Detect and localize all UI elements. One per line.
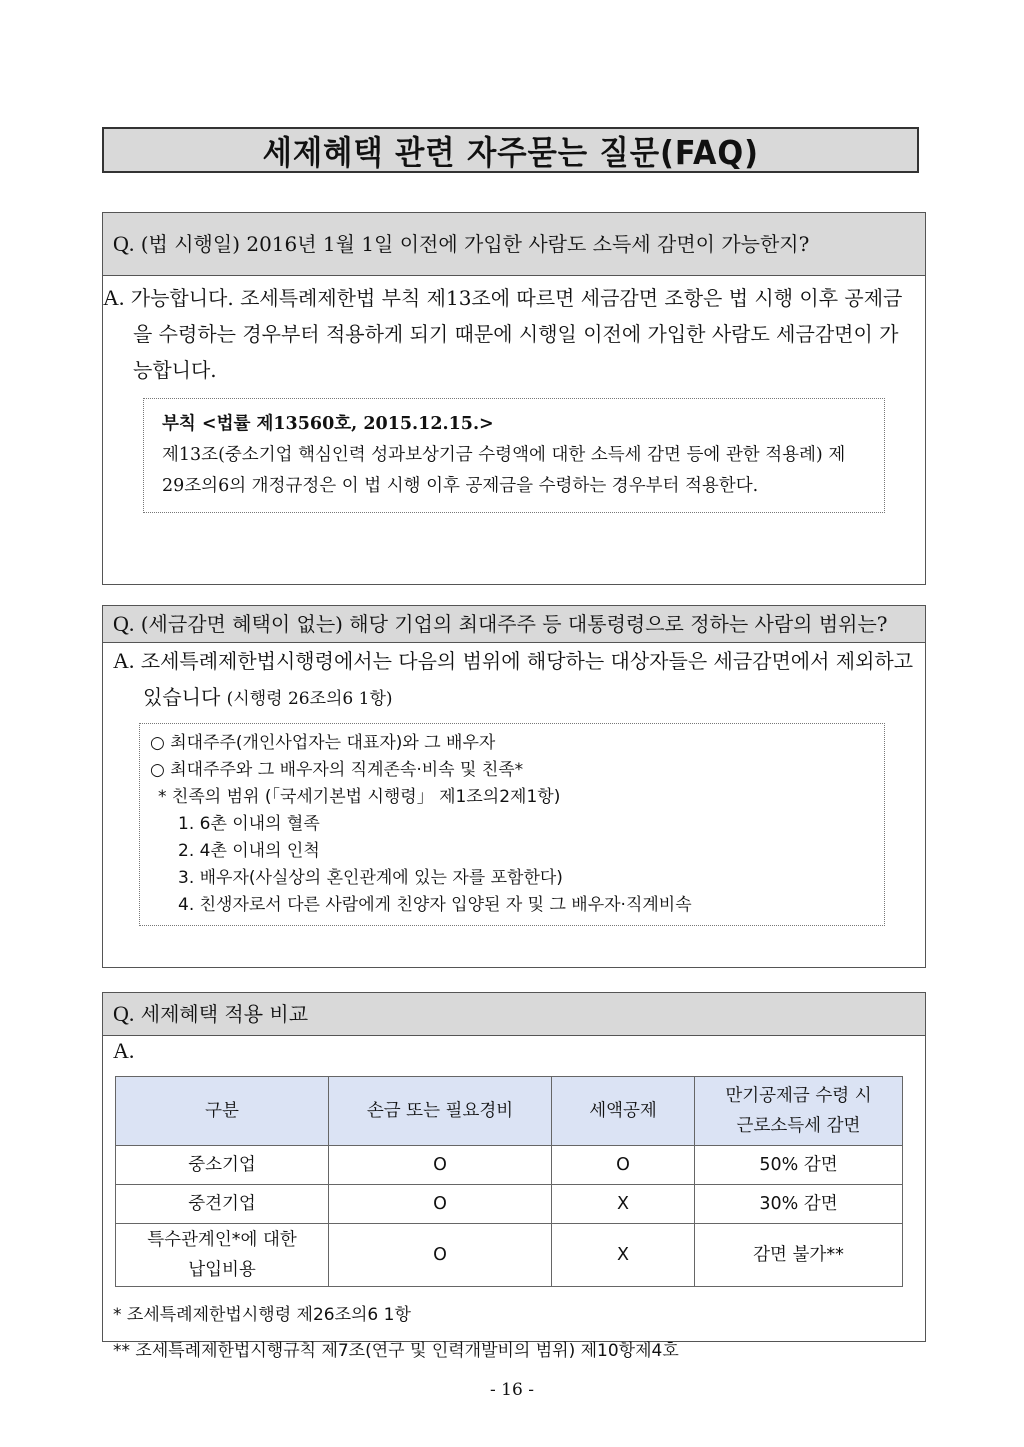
header-cell: 만기공제금 수령 시 근로소득세 감면 xyxy=(695,1077,903,1146)
faq-2-question: Q. (세금감면 혜택이 없는) 해당 기업의 최대주주 등 대통령령으로 정하는 사람의 범위는? xyxy=(103,606,925,643)
page-title: 세제혜택 관련 자주묻는 질문(FAQ) xyxy=(262,132,759,172)
list-item: ○ 최대주주와 그 배우자의 직계존속·비속 및 친족* xyxy=(150,760,524,780)
faq-1-reference-box xyxy=(143,398,885,513)
table-cell: O xyxy=(329,1146,552,1185)
faq-1 xyxy=(102,212,926,585)
faq-2 xyxy=(102,605,926,968)
table-row xyxy=(116,1185,903,1224)
table-header-row xyxy=(116,1077,903,1146)
faq-2-list-box xyxy=(139,723,885,926)
table-row xyxy=(116,1224,903,1287)
reference-body: 제13조(중소기업 핵심인력 성과보상기금 수령액에 대한 소득세 감면 등에 관한 적용례) 제29조의6의 개정규정은 이 법 시행 이후 공제금을 수령하는 경우부터 적용한다. xyxy=(162,445,846,496)
table-cell: 감면 불가** xyxy=(695,1224,903,1287)
table-cell: X xyxy=(552,1185,695,1224)
faq-1-question: Q. (법 시행일) 2016년 1월 1일 이전에 가입한 사람도 소득세 감면이 가능한지? xyxy=(103,213,925,276)
table-row xyxy=(116,1146,903,1185)
table-cell: 50% 감면 xyxy=(695,1146,903,1185)
comparison-table xyxy=(115,1076,903,1287)
footnote: ** 조세특례제한법시행규칙 제7조(연구 및 인력개발비의 범위) 제10항제4호 xyxy=(113,1341,679,1361)
list-item: 2. 4촌 이내의 인척 xyxy=(178,841,320,861)
list-item: 4. 친생자로서 다른 사람에게 친양자 입양된 자 및 그 배우자·직계비속 xyxy=(178,895,692,915)
table-cell: O xyxy=(329,1224,552,1287)
header-cell: 손금 또는 필요경비 xyxy=(329,1077,552,1146)
list-item: * 친족의 범위 (「국세기본법 시행령」 제1조의2제1항) xyxy=(158,787,561,807)
table-cell: 중견기업 xyxy=(116,1185,329,1224)
table-cell: X xyxy=(552,1224,695,1287)
list-item: 1. 6촌 이내의 혈족 xyxy=(178,814,320,834)
list-item: ○ 최대주주(개인사업자는 대표자)와 그 배우자 xyxy=(150,733,496,753)
reference-title: 부칙 <법률 제13560호, 2015.12.15.> xyxy=(162,414,494,434)
footnote: * 조세특례제한법시행령 제26조의6 1항 xyxy=(113,1305,411,1325)
faq-2-answer: A. 조세특례제한법시행령에서는 다음의 범위에 해당하는 대상자들은 세금감면에서 제외하고 있습니다 (시행령 26조의6 1항) xyxy=(113,648,914,709)
faq-3 xyxy=(102,992,926,1361)
page-number: - 16 - xyxy=(490,1380,534,1400)
header-cell: 세액공제 xyxy=(552,1077,695,1146)
faq-1-answer: A. 가능합니다. 조세특례제한법 부칙 제13조에 따르면 세금감면 조항은 법 시행 이후 공제금을 수령하는 경우부터 적용하게 되기 때문에 시행일 이전에 가입한 사람도 세금감면이 가능합니다. xyxy=(103,285,903,382)
table-cell: 30% 감면 xyxy=(695,1185,903,1224)
table-cell: 중소기업 xyxy=(116,1146,329,1185)
list-item: 3. 배우자(사실상의 혼인관계에 있는 자를 포함한다) xyxy=(178,868,563,888)
table-cell: O xyxy=(552,1146,695,1185)
header-cell: 구분 xyxy=(116,1077,329,1146)
page-title-box xyxy=(102,127,919,173)
table-cell: 특수관계인*에 대한 납입비용 xyxy=(116,1224,329,1287)
table-cell: O xyxy=(329,1185,552,1224)
faq-3-question: Q. 세제혜택 적용 비교 xyxy=(103,993,925,1036)
faq-3-answer-label: A. xyxy=(113,1038,135,1063)
